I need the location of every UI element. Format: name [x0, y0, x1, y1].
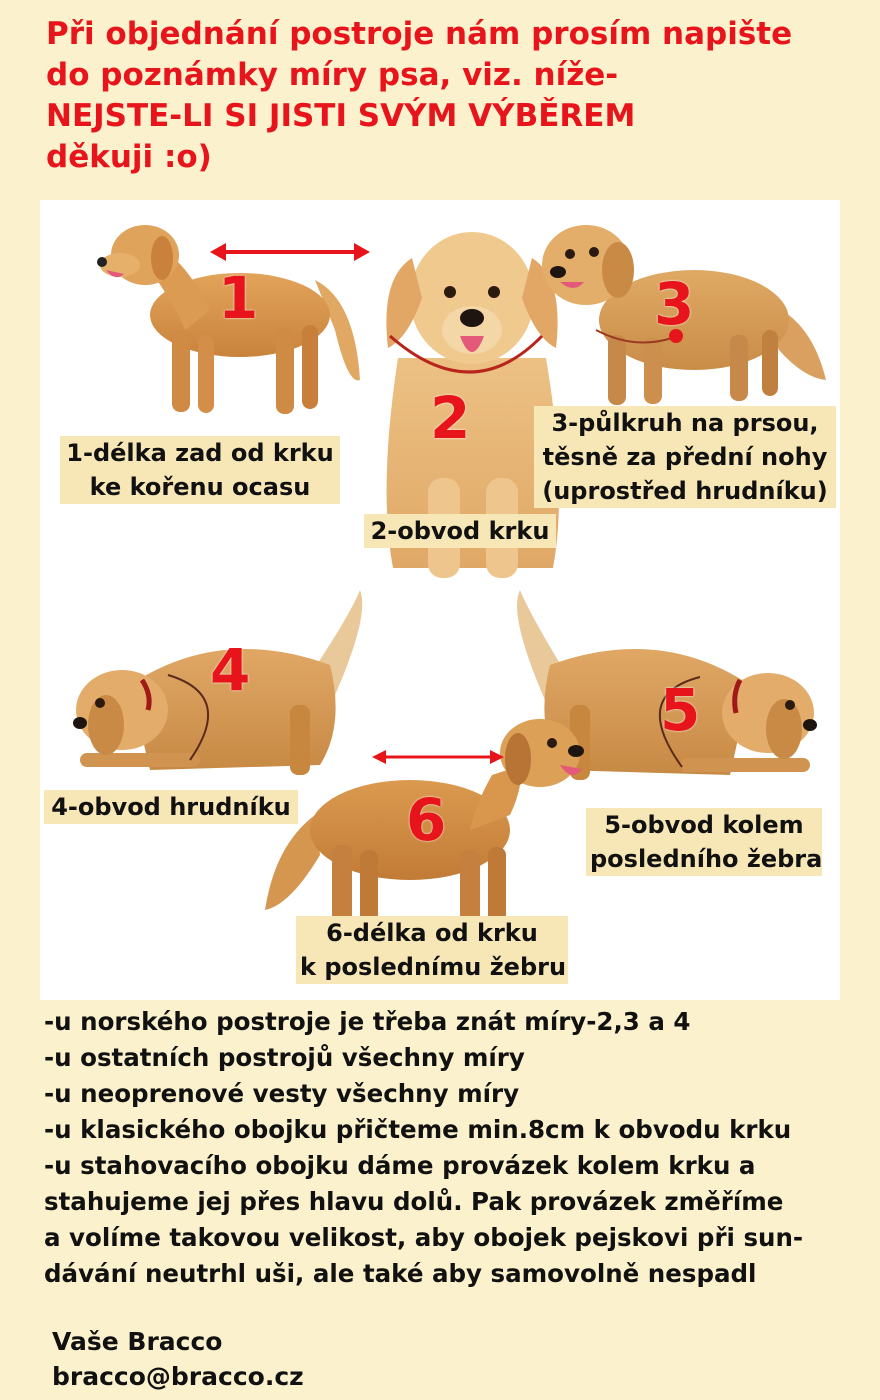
signature-email[interactable]: bracco@bracco.cz — [52, 1362, 304, 1391]
signature-name: Vaše Bracco — [52, 1327, 223, 1356]
notes-list — [44, 1004, 874, 1292]
caption-measurement-6 — [296, 916, 568, 984]
caption-measurement-4 — [44, 790, 298, 824]
caption-measurement-1 — [60, 436, 340, 504]
signature — [52, 1324, 304, 1394]
caption-line: 1-délka zad od krku — [66, 439, 334, 467]
caption-line: 6-délka od krku — [326, 919, 538, 947]
header-line: do poznámky míry psa, viz. níže- — [46, 57, 619, 93]
caption-line: těsně za přední nohy — [542, 443, 828, 471]
header-text — [46, 14, 866, 178]
measurement-number-1: 1 — [218, 264, 259, 332]
note-line: -u ostatních postrojů všechny míry — [44, 1043, 525, 1072]
note-line: -u norského postroje je třeba znát míry-2,3 a 4 — [44, 1007, 691, 1036]
caption-measurement-2 — [364, 514, 556, 548]
header-line: Při objednání postroje nám prosím napište — [46, 16, 793, 52]
caption-measurement-3 — [534, 406, 836, 508]
measurement-number-3: 3 — [654, 270, 695, 338]
measurement-number-2: 2 — [430, 384, 471, 452]
caption-line: 4-obvod hrudníku — [51, 793, 291, 821]
caption-line: ke kořenu ocasu — [89, 473, 311, 501]
caption-line: 5-obvod kolem — [604, 811, 804, 839]
caption-line: k poslednímu žebru — [300, 953, 567, 981]
caption-line: (uprostřed hrudníku) — [542, 477, 828, 505]
measurement-number-4: 4 — [210, 636, 251, 704]
header-line: děkuji :o) — [46, 139, 212, 175]
note-line: -u stahovacího obojku dáme provázek kolem krku a — [44, 1151, 756, 1180]
note-line: dávání neutrhl uši, ale také aby samovolně nespadl — [44, 1259, 757, 1288]
measurement-illustration-panel — [40, 200, 840, 1000]
note-line: -u klasického obojku přičteme min.8cm k obvodu krku — [44, 1115, 792, 1144]
measurement-number-6: 6 — [406, 786, 447, 854]
note-line: a volíme takovou velikost, aby obojek pejskovi při sun- — [44, 1223, 804, 1252]
caption-measurement-5 — [586, 808, 822, 876]
note-line: -u neoprenové vesty všechny míry — [44, 1079, 520, 1108]
caption-line: 2-obvod krku — [370, 517, 550, 545]
caption-line: 3-půlkruh na prsou, — [551, 409, 819, 437]
measurement-number-5: 5 — [660, 676, 701, 744]
header-line: NEJSTE-LI SI JISTI SVÝM VÝBĚREM — [46, 98, 636, 134]
note-line: stahujeme jej přes hlavu dolů. Pak provázek změříme — [44, 1187, 784, 1216]
caption-line: posledního žebra — [590, 845, 823, 873]
